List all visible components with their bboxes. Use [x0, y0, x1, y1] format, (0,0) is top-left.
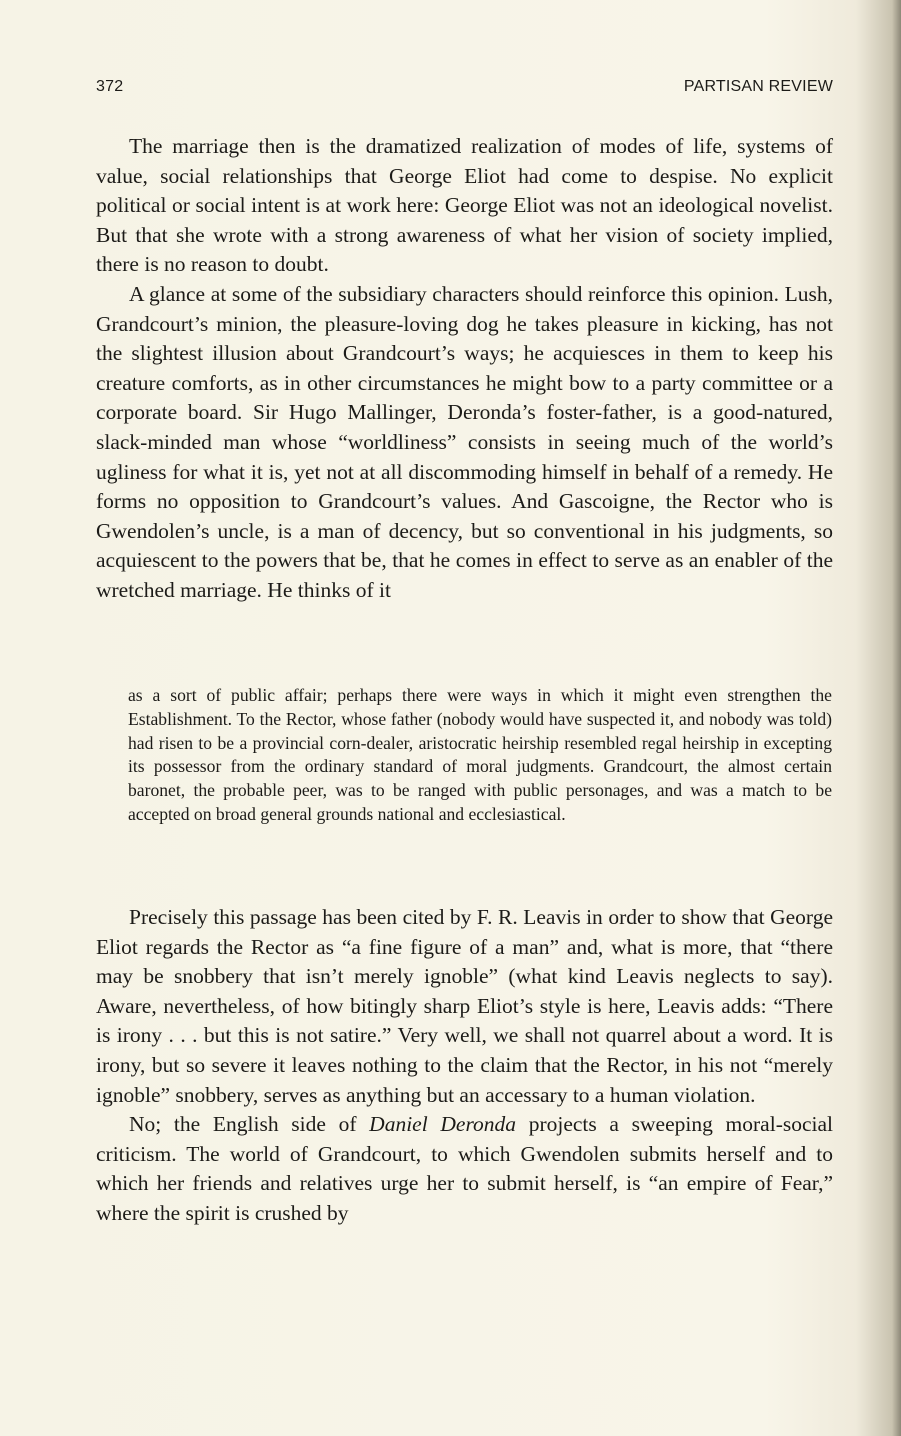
- body-text-after-quote: [96, 903, 833, 1229]
- block-quote: [128, 684, 832, 827]
- paragraph: The marriage then is the dramatized realization of modes of life, systems of value, social relationships that George Eliot had come to despise. No explicit political or social intent is at work here: George Eliot was not an ideological novelist. But that she wrote with a strong awareness of what her vision of society implied, there is no reason to doubt.: [96, 134, 833, 277]
- paragraph: A glance at some of the subsidiary characters should reinforce this opinion. Lush, Grandcourt’s minion, the pleasure-loving dog he takes pleasure in kicking, has not the slightest illusion about Grandcourt’s ways; he acquiesces in them to keep his creature comforts, as in other circumstances he might bow to a party committee or a corporate board. Sir Hugo Mallinger, Deronda’s foster-father, is a good-natured, slack-minded man whose “worldliness” consists in seeing much of the world’s ugliness for what it is, yet not at all discommoding himself in behalf of a remedy. He forms no opposition to Grandcourt’s values. And Gascoigne, the Rector who is Gwendolen’s uncle, is a man of decency, but so conventional in his judgments, so acquiescent to the powers that be, that he comes in effect to serve as an enabler of the wretched marriage. He thinks of it: [96, 281, 833, 602]
- body-text-before-quote: [96, 132, 833, 606]
- text-run: No; the English side of: [129, 1112, 370, 1137]
- paragraph: Precisely this passage has been cited by F. R. Leavis in order to show that George Eliot regards the Rector as “a fine figure of a man” and, what is more, that “there may be snobbery that isn’t merely ignoble” (what kind Leavis neglects to say). Aware, nevertheless, of how bitingly sharp Eliot’s style is here, Leavis adds: “There is irony . . . but this is not satire.” Very well, we shall not quarrel about a word. It is irony, but so severe it leaves nothing to the claim that the Rector, in his not “merely ignoble” snobbery, serves as anything but an accessary to a human violation.: [96, 905, 833, 1107]
- book-title: Daniel Deronda: [369, 1112, 517, 1137]
- paragraph: [96, 1110, 833, 1228]
- page-number: 372: [96, 78, 124, 95]
- text-run: projects a sweeping moral-social criticism. The world of Grandcourt, to which Gwendolen submits herself and to which her friends and relatives urge her to submit herself, is “an empire of Fear,” where the spirit is crushed by: [96, 1112, 834, 1225]
- journal-title: PARTISAN REVIEW: [683, 78, 833, 95]
- quote-text: as a sort of public affair; perhaps there were ways in which it might even strengthen the Establishment. To the Rector, whose father (nobody would have suspected it, and nobody was told) had risen to be a provincial corn-dealer, aristocratic heirship resembled regal heirship in excepting its possessor from the ordinary standard of moral judgments. Grandcourt, the almost certain baronet, the probable peer, was to be ranged with public personages, and was a match to be accepted on broad general grounds national and ecclesiastical.: [128, 685, 832, 824]
- running-head: [96, 78, 833, 96]
